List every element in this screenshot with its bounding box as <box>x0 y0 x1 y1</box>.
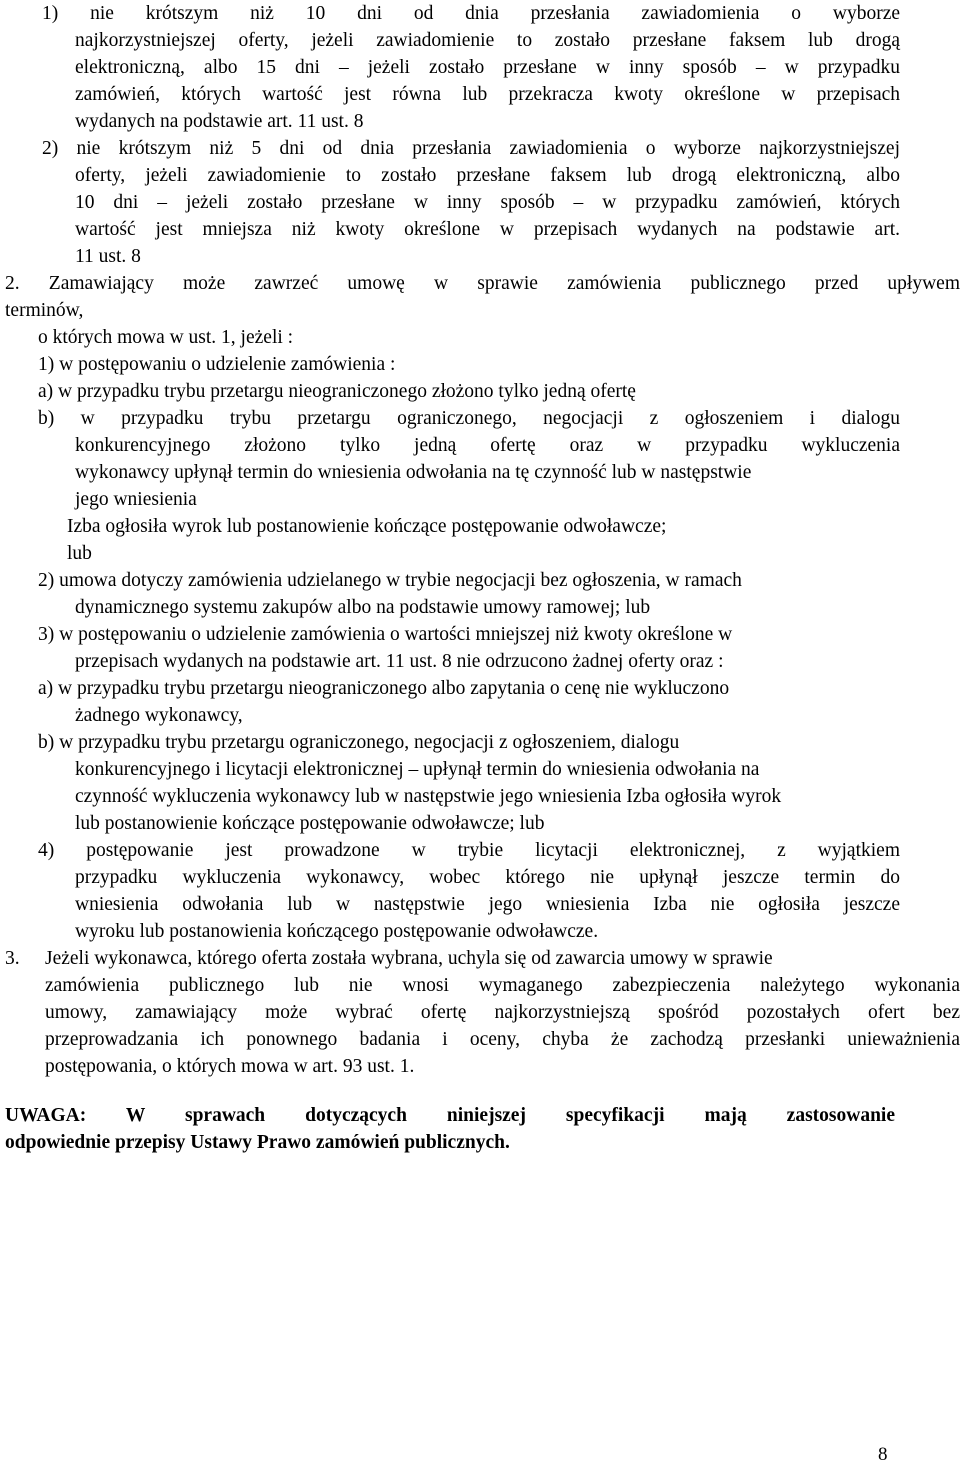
text-line: Jeżeli wykonawca, którego oferta została wybrana, uchyla się od zawarcia umowy w sprawie <box>45 948 773 969</box>
text-line: przypadku wykluczenia wykonawcy, wobec którego nie upłynął jeszcze termin do <box>75 867 900 888</box>
text-line: dynamicznego systemu zakupów albo na podstawie umowy ramowej; lub <box>75 597 651 618</box>
text-line: wykonawcy upłynął termin do wniesienia odwołania na tę czynność lub w następstwie <box>75 462 752 483</box>
text-line: zamówień, których wartość jest równa lub przekracza kwoty określone w przepisach <box>75 84 900 105</box>
text-line: wyroku lub postanowienia kończącego postępowanie odwoławcze. <box>75 921 599 942</box>
text-line: żadnego wykonawcy, <box>75 705 243 726</box>
text-line: Izba ogłosiła wyrok lub postanowienie kończące postępowanie odwoławcze; <box>67 516 667 537</box>
text-line: 1) w postępowaniu o udzielenie zamówienia : <box>38 354 396 375</box>
text-line: konkurencyjnego złożono tylko jedną ofertę oraz w przypadku wykluczenia <box>75 435 900 456</box>
text-line: umowy, zamawiający może wybrać ofertę najkorzystniejszą spośród pozostałych ofert bez <box>45 1002 960 1023</box>
text-line: wartość jest mniejsza niż kwoty określone w przepisach wydanych na podstawie art. <box>75 219 900 240</box>
text-line: najkorzystniejszej oferty, jeżeli zawiadomienie to zostało przesłane faksem lub drogą <box>75 30 900 51</box>
text-line: a) w przypadku trybu przetargu nieograniczonego złożono tylko jedną ofertę <box>38 381 636 402</box>
section-number: 3. <box>5 948 20 969</box>
note-line: UWAGA: W sprawach dotyczących niniejszej specyfikacji mają zastosowanie <box>5 1105 895 1126</box>
text-line: konkurencyjnego i licytacji elektronicznej – upłynął termin do wniesienia odwołania na <box>75 759 760 780</box>
text-line: terminów, <box>5 300 84 321</box>
text-line: postępowania, o których mowa w art. 93 ust. 1. <box>45 1056 415 1077</box>
note-line: odpowiednie przepisy Ustawy Prawo zamówień publicznych. <box>5 1132 510 1153</box>
text-line: lub postanowienie kończące postępowanie odwoławcze; lub <box>75 813 545 834</box>
text-line: przepisach wydanych na podstawie art. 11 ust. 8 nie odrzucono żadnej oferty oraz : <box>75 651 724 672</box>
text-line: o których mowa w ust. 1, jeżeli : <box>38 327 294 348</box>
text-line: oferty, jeżeli zawiadomienie to zostało przesłane faksem lub drogą elektroniczną, albo <box>75 165 900 186</box>
text-line: elektroniczną, albo 15 dni – jeżeli zostało przesłane w inny sposób – w przypadku <box>75 57 900 78</box>
text-line: a) w przypadku trybu przetargu nieograniczonego albo zapytania o cenę nie wykluczono <box>38 678 730 699</box>
section-heading: 2. Zamawiający może zawrzeć umowę w sprawie zamówienia publicznego przed upływem <box>5 273 960 294</box>
text-line: wniesienia odwołania lub w następstwie jego wniesienia Izba nie ogłosiła jeszcze <box>75 894 900 915</box>
text-line: lub <box>67 543 92 564</box>
text-line: 11 ust. 8 <box>75 246 141 267</box>
text-line: 10 dni – jeżeli zostało przesłane w inny sposób – w przypadku zamówień, których <box>75 192 900 213</box>
text-line: czynność wykluczenia wykonawcy lub w następstwie jego wniesienia Izba ogłosiła wyrok <box>75 786 782 807</box>
text-line: 4) postępowanie jest prowadzone w trybie licytacji elektronicznej, z wyjątkiem <box>38 840 900 861</box>
text-line: 2) umowa dotyczy zamówienia udzielanego w trybie negocjacji bez ogłoszenia, w ramach <box>38 570 742 591</box>
text-line: b) w przypadku trybu przetargu ograniczonego, negocjacji z ogłoszeniem i dialogu <box>38 408 900 429</box>
text-line: wydanych na podstawie art. 11 ust. 8 <box>75 111 364 132</box>
text-line: jego wniesienia <box>75 489 197 510</box>
text-line: przeprowadzania ich ponownego badania i oceny, chyba że zachodzą przesłanki unieważnienia <box>45 1029 960 1050</box>
text-line: 3) w postępowaniu o udzielenie zamówienia o wartości mniejszej niż kwoty określone w <box>38 624 733 645</box>
text-line: 2) nie krótszym niż 5 dni od dnia przesłania zawiadomienia o wyborze najkorzystniejszej <box>42 138 900 159</box>
text-line: zamówienia publicznego lub nie wnosi wymaganego zabezpieczenia należytego wykonania <box>45 975 960 996</box>
text-line: 1) nie krótszym niż 10 dni od dnia przesłania zawiadomienia o wyborze <box>42 3 900 24</box>
page-number: 8 <box>878 1444 888 1465</box>
text-line: b) w przypadku trybu przetargu ograniczonego, negocjacji z ogłoszeniem, dialogu <box>38 732 680 753</box>
